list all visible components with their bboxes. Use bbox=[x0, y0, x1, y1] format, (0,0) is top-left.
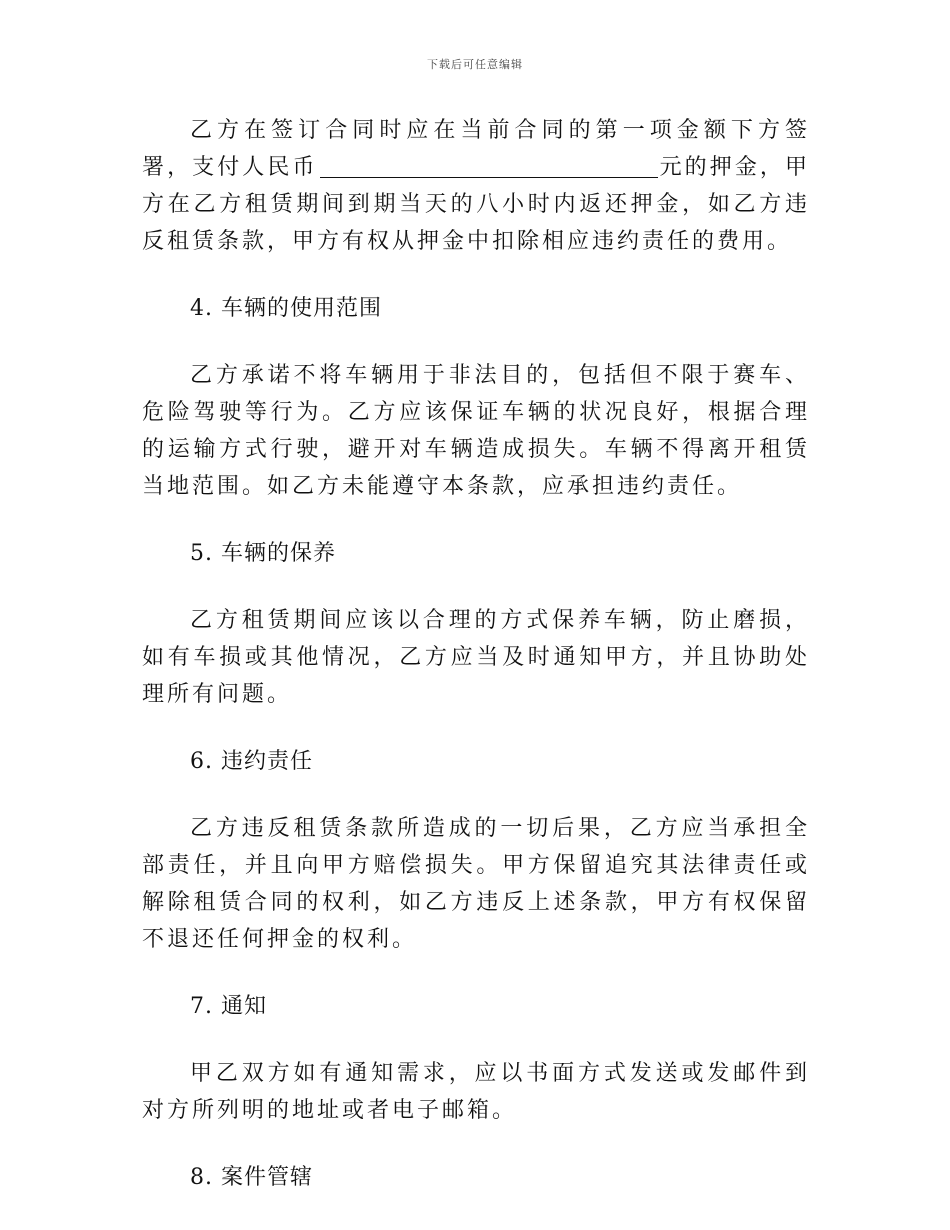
section-6-body: 乙方违反租赁条款所造成的一切后果，乙方应当承担全部责任，并且向甲方赔偿损失。甲方保留追究其法律责任或解除租赁合同的权利，如乙方违反上述条款，甲方有权保留不退还任何押金的权利。 bbox=[142, 816, 810, 952]
document-body bbox=[142, 112, 810, 1226]
deposit-text-before: 乙方在签订合同时应在当前合同的第一项金额下方签署，支付人民币 bbox=[142, 118, 810, 180]
deposit-text-after: 元的押金，甲方在乙方租赁期间到期当天的八小时内返还押金，如乙方违反租赁条款，甲方有权从押金中扣除相应违约责任的费用。 bbox=[142, 155, 810, 254]
section-4-body: 乙方承诺不将车辆用于非法目的，包括但不限于赛车、危险驾驶等行为。乙方应该保证车辆的状况良好，根据合理的运输方式行驶，避开对车辆造成损失。车辆不得离开租赁当地范围。如乙方未能遵守本条款，应承担违约责任。 bbox=[142, 363, 810, 499]
section-7-body: 甲乙双方如有通知需求，应以书面方式发送或发邮件到对方所列明的地址或者电子邮箱。 bbox=[142, 1061, 810, 1123]
section-6-heading: 6. 违约责任 bbox=[190, 749, 313, 774]
deposit-amount-blank bbox=[320, 151, 658, 178]
section-5-body: 乙方租赁期间应该以合理的方式保养车辆，防止磨损，如有车损或其他情况，乙方应当及时通知甲方，并且协助处理所有问题。 bbox=[142, 608, 810, 707]
deposit-paragraph bbox=[142, 112, 810, 260]
section-8-heading: 8. 案件管辖 bbox=[190, 1165, 313, 1190]
section-7-heading: 7. 通知 bbox=[190, 994, 267, 1019]
page-header-note: 下载后可任意编辑 bbox=[427, 58, 523, 71]
section-4-heading: 4. 车辆的使用范围 bbox=[190, 296, 382, 321]
section-5-heading: 5. 车辆的保养 bbox=[190, 541, 336, 566]
